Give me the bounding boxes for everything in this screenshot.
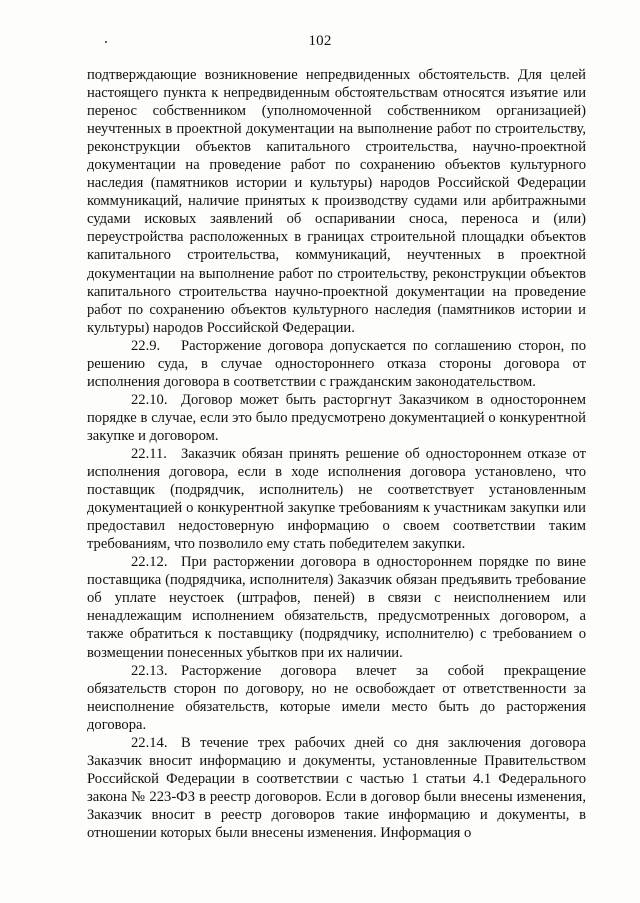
clause-number: 22.12.: [131, 554, 168, 571]
paragraph-22-11: [87, 445, 586, 553]
paragraph-text: Заказчик обязан принять решение об одностороннем отказе от исполнения договора, если в ходе исполнения договора установлено, что поставщик (подрядчик, исполнитель) не соответствует установленным документацией о конкурентной закупке требованиям к участникам закупки или предоставил недостоверную информацию о своем соответствии таким требованиям, что позволило ему стать победителем закупки.: [87, 445, 586, 553]
scan-speck: [105, 41, 107, 43]
clause-number: 22.11.: [131, 445, 167, 462]
clause-number: 22.9.: [131, 337, 161, 354]
paragraph-22-12: [87, 553, 586, 661]
paragraph-text: Расторжение договора влечет за собой прекращение обязательств сторон по договору, но не освобождает от ответственности за неисполнение обязательств, которые имели место быть до расторжения договора.: [87, 662, 586, 733]
paragraph-22-9: [87, 337, 586, 391]
paragraph-text: подтверждающие возникновение непредвиденных обстоятельств. Для целей настоящего пункта к непредвиденным обстоятельствам относятся изъятие или перенос собственником (уполномоченной собственником организацией) неучтенных в проектной документации на выполнение работ по строительству, реконструкции объектов капитального строительства, научно-проектной документации на проведение работ по сохранению объектов культурного наследия (памятников истории и культуры) народов Российской Федерации коммуникаций, наличие принятых к производству судами или арбитражными судами исковых заявлений об оспаривании сноса, переноса и (или) переустройства расположенных в границах строительной площадки объектов капитального строительства, коммуникаций, неучтенных в проектной документации на выполнение работ по строительству, реконструкции объектов капитального строительства научно-проектной документации на проведение работ по сохранению объектов культурного наследия (памятников истории и культуры) народов Российской Федерации.: [87, 67, 586, 336]
clause-number: 22.13.: [131, 662, 168, 679]
page-number: 102: [308, 33, 332, 49]
document-body: [87, 66, 586, 842]
clause-number: 22.14.: [131, 734, 168, 751]
paragraph-22-13: [87, 662, 586, 734]
paragraph-continuation: [87, 66, 586, 337]
paragraph-22-14: [87, 734, 586, 842]
paragraph-text: Договор может быть расторгнут Заказчиком в одностороннем порядке в случае, если это было предусмотрено документацией о конкурентной закупке и договором.: [87, 391, 586, 444]
paragraph-text: Расторжение договора допускается по соглашению сторон, по решению суда, в случае одностороннего отказа стороны договора от исполнения договора в соответствии с гражданским законодательством.: [87, 337, 586, 390]
paragraph-text: При расторжении договора в одностороннем порядке по вине поставщика (подрядчика, исполнителя) Заказчик обязан предъявить требование об уплате неустоек (штрафов, пеней) в связи с неисполнением или ненадлежащим исполнением обязательств, предусмотренных договором, а также обратиться к поставщику (подрядчику, исполнителю) с требованием о возмещении понесенных убытков при их наличии.: [87, 554, 586, 661]
paragraph-text: В течение трех рабочих дней со дня заключения договора Заказчик вносит информацию и документы, установленные Правительством Российской Федерации в соответствии с частью 1 статьи 4.1 Федерального закона № 223-ФЗ в реестр договоров. Если в договор были внесены изменения, Заказчик вносит в реестр договоров такие информацию и документы, в отношении которых были внесены изменения. Информация о: [87, 734, 586, 841]
paragraph-22-10: [87, 391, 586, 445]
clause-number: 22.10.: [131, 391, 168, 408]
